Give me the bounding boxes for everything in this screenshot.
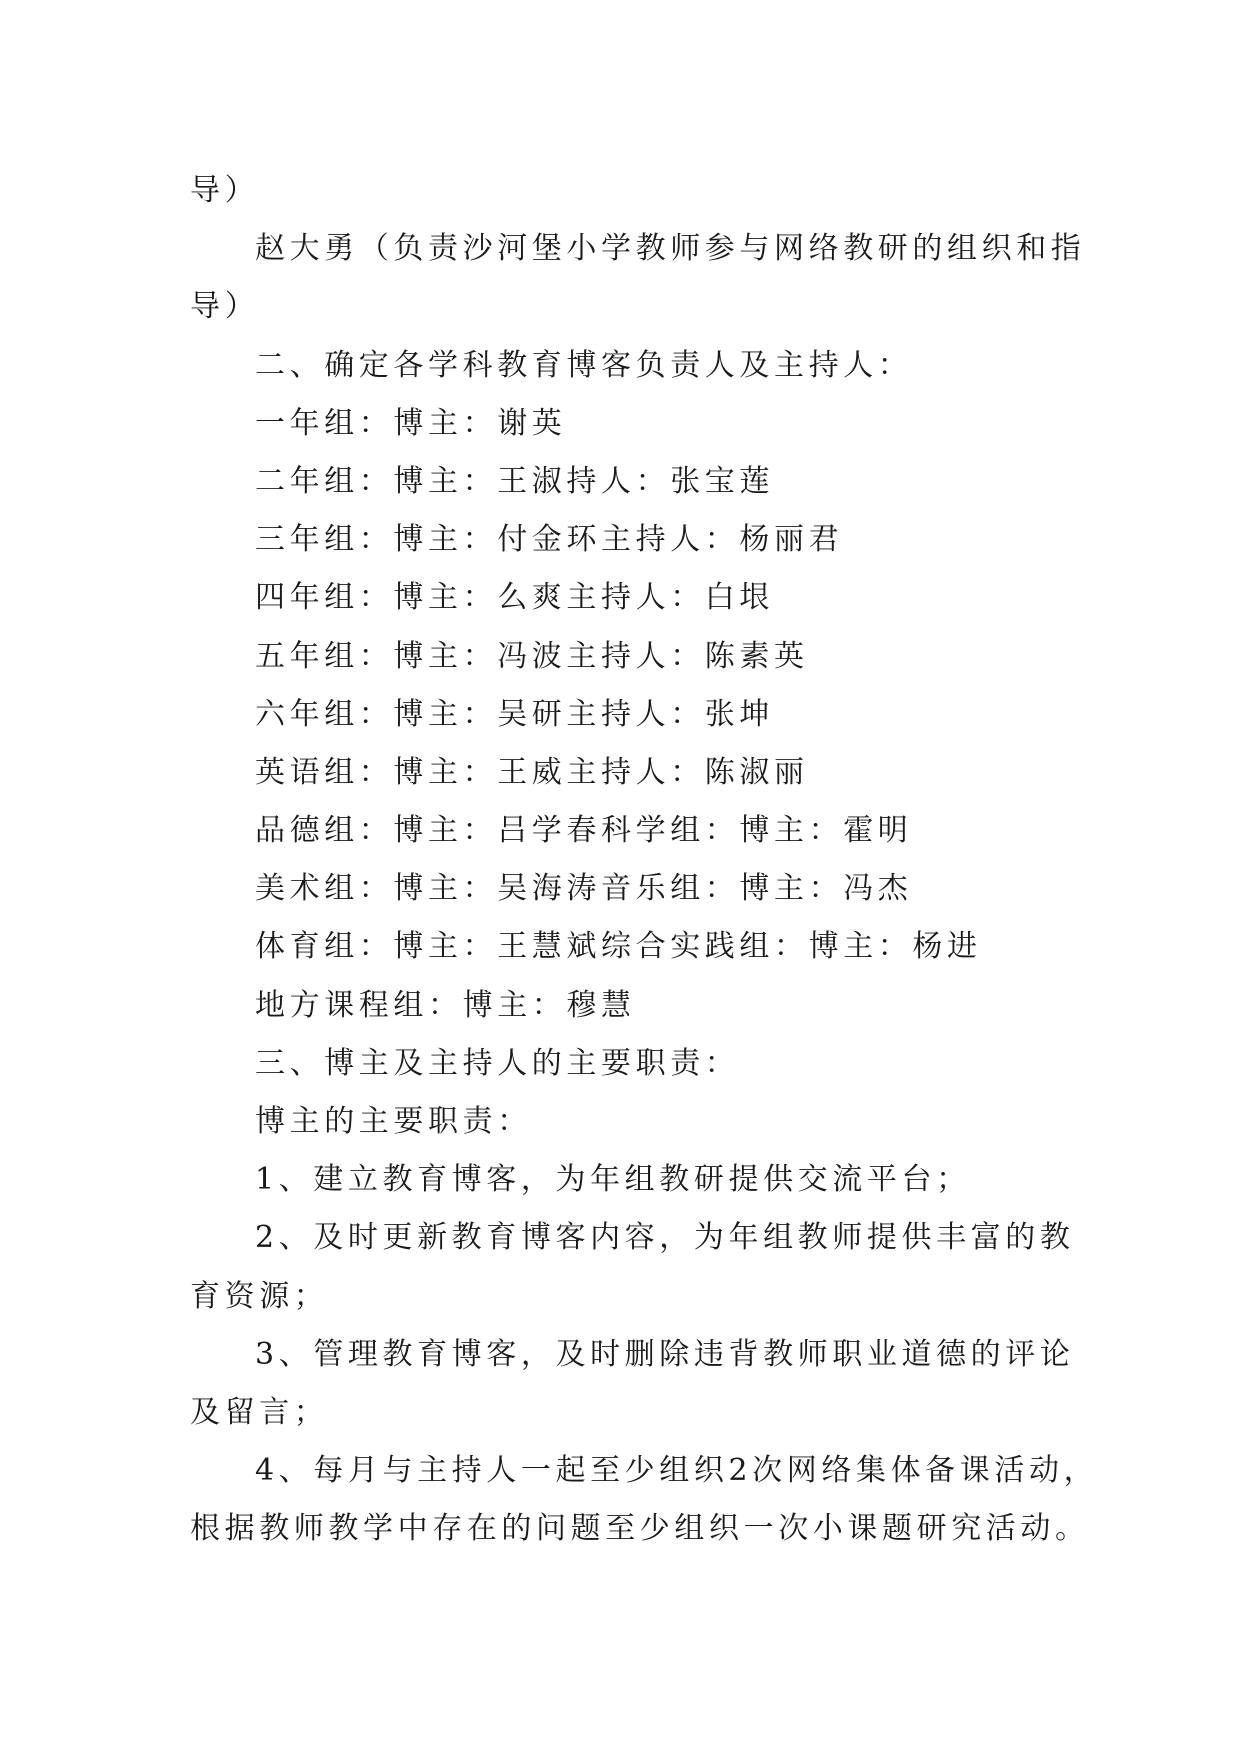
list-item: 2、及时更新教育博客内容，为年组教师提供丰富的教 bbox=[255, 1220, 1075, 1256]
text-line: 导） bbox=[190, 173, 260, 208]
text-line: 六年组：博主：吴研主持人：张坤 bbox=[255, 696, 774, 732]
text-line: 一年组：博主：谢英 bbox=[255, 405, 567, 441]
list-item: 4、每月与主持人一起至少组织2次网络集体备课活动， bbox=[255, 1453, 1099, 1489]
list-item-continuation: 及留言； bbox=[190, 1394, 329, 1430]
list-item-continuation: 育资源； bbox=[190, 1278, 329, 1314]
text-line: 五年组：博主：冯波主持人：陈素英 bbox=[255, 638, 809, 674]
text-line: 品德组：博主：吕学春科学组：博主：霍明 bbox=[255, 813, 913, 849]
text-line: 地方课程组：博主：穆慧 bbox=[255, 987, 636, 1023]
list-item: 1、建立教育博客，为年组教研提供交流平台； bbox=[255, 1162, 971, 1198]
text-line: 三年组：博主：付金环主持人：杨丽君 bbox=[255, 522, 844, 558]
text-line: 赵大勇（负责沙河堡小学教师参与网络教研的组织和指 bbox=[255, 231, 1086, 267]
document-body bbox=[190, 162, 1099, 1559]
text-line: 英语组：博主：王威主持人：陈淑丽 bbox=[255, 754, 809, 790]
section-heading: 三、博主及主持人的主要职责： bbox=[255, 1045, 740, 1081]
text-line: 二年组：博主：王淑持人：张宝莲 bbox=[255, 463, 774, 499]
text-line: 四年组：博主：么爽主持人：白垠 bbox=[255, 580, 774, 616]
text-line: 体育组：博主：王慧斌综合实践组：博主：杨进 bbox=[255, 929, 982, 965]
subsection-heading: 博主的主要职责： bbox=[255, 1104, 532, 1139]
list-item-continuation: 根据教师教学中存在的问题至少组织一次小课题研究活动。 bbox=[190, 1511, 1090, 1547]
section-heading: 二、确定各学科教育博客负责人及主持人： bbox=[255, 347, 913, 383]
text-line: 美术组：博主：吴海涛音乐组：博主：冯杰 bbox=[255, 871, 913, 907]
text-line: 导） bbox=[190, 289, 260, 325]
list-item: 3、管理教育博客，及时删除违背教师职业道德的评论 bbox=[255, 1336, 1075, 1372]
